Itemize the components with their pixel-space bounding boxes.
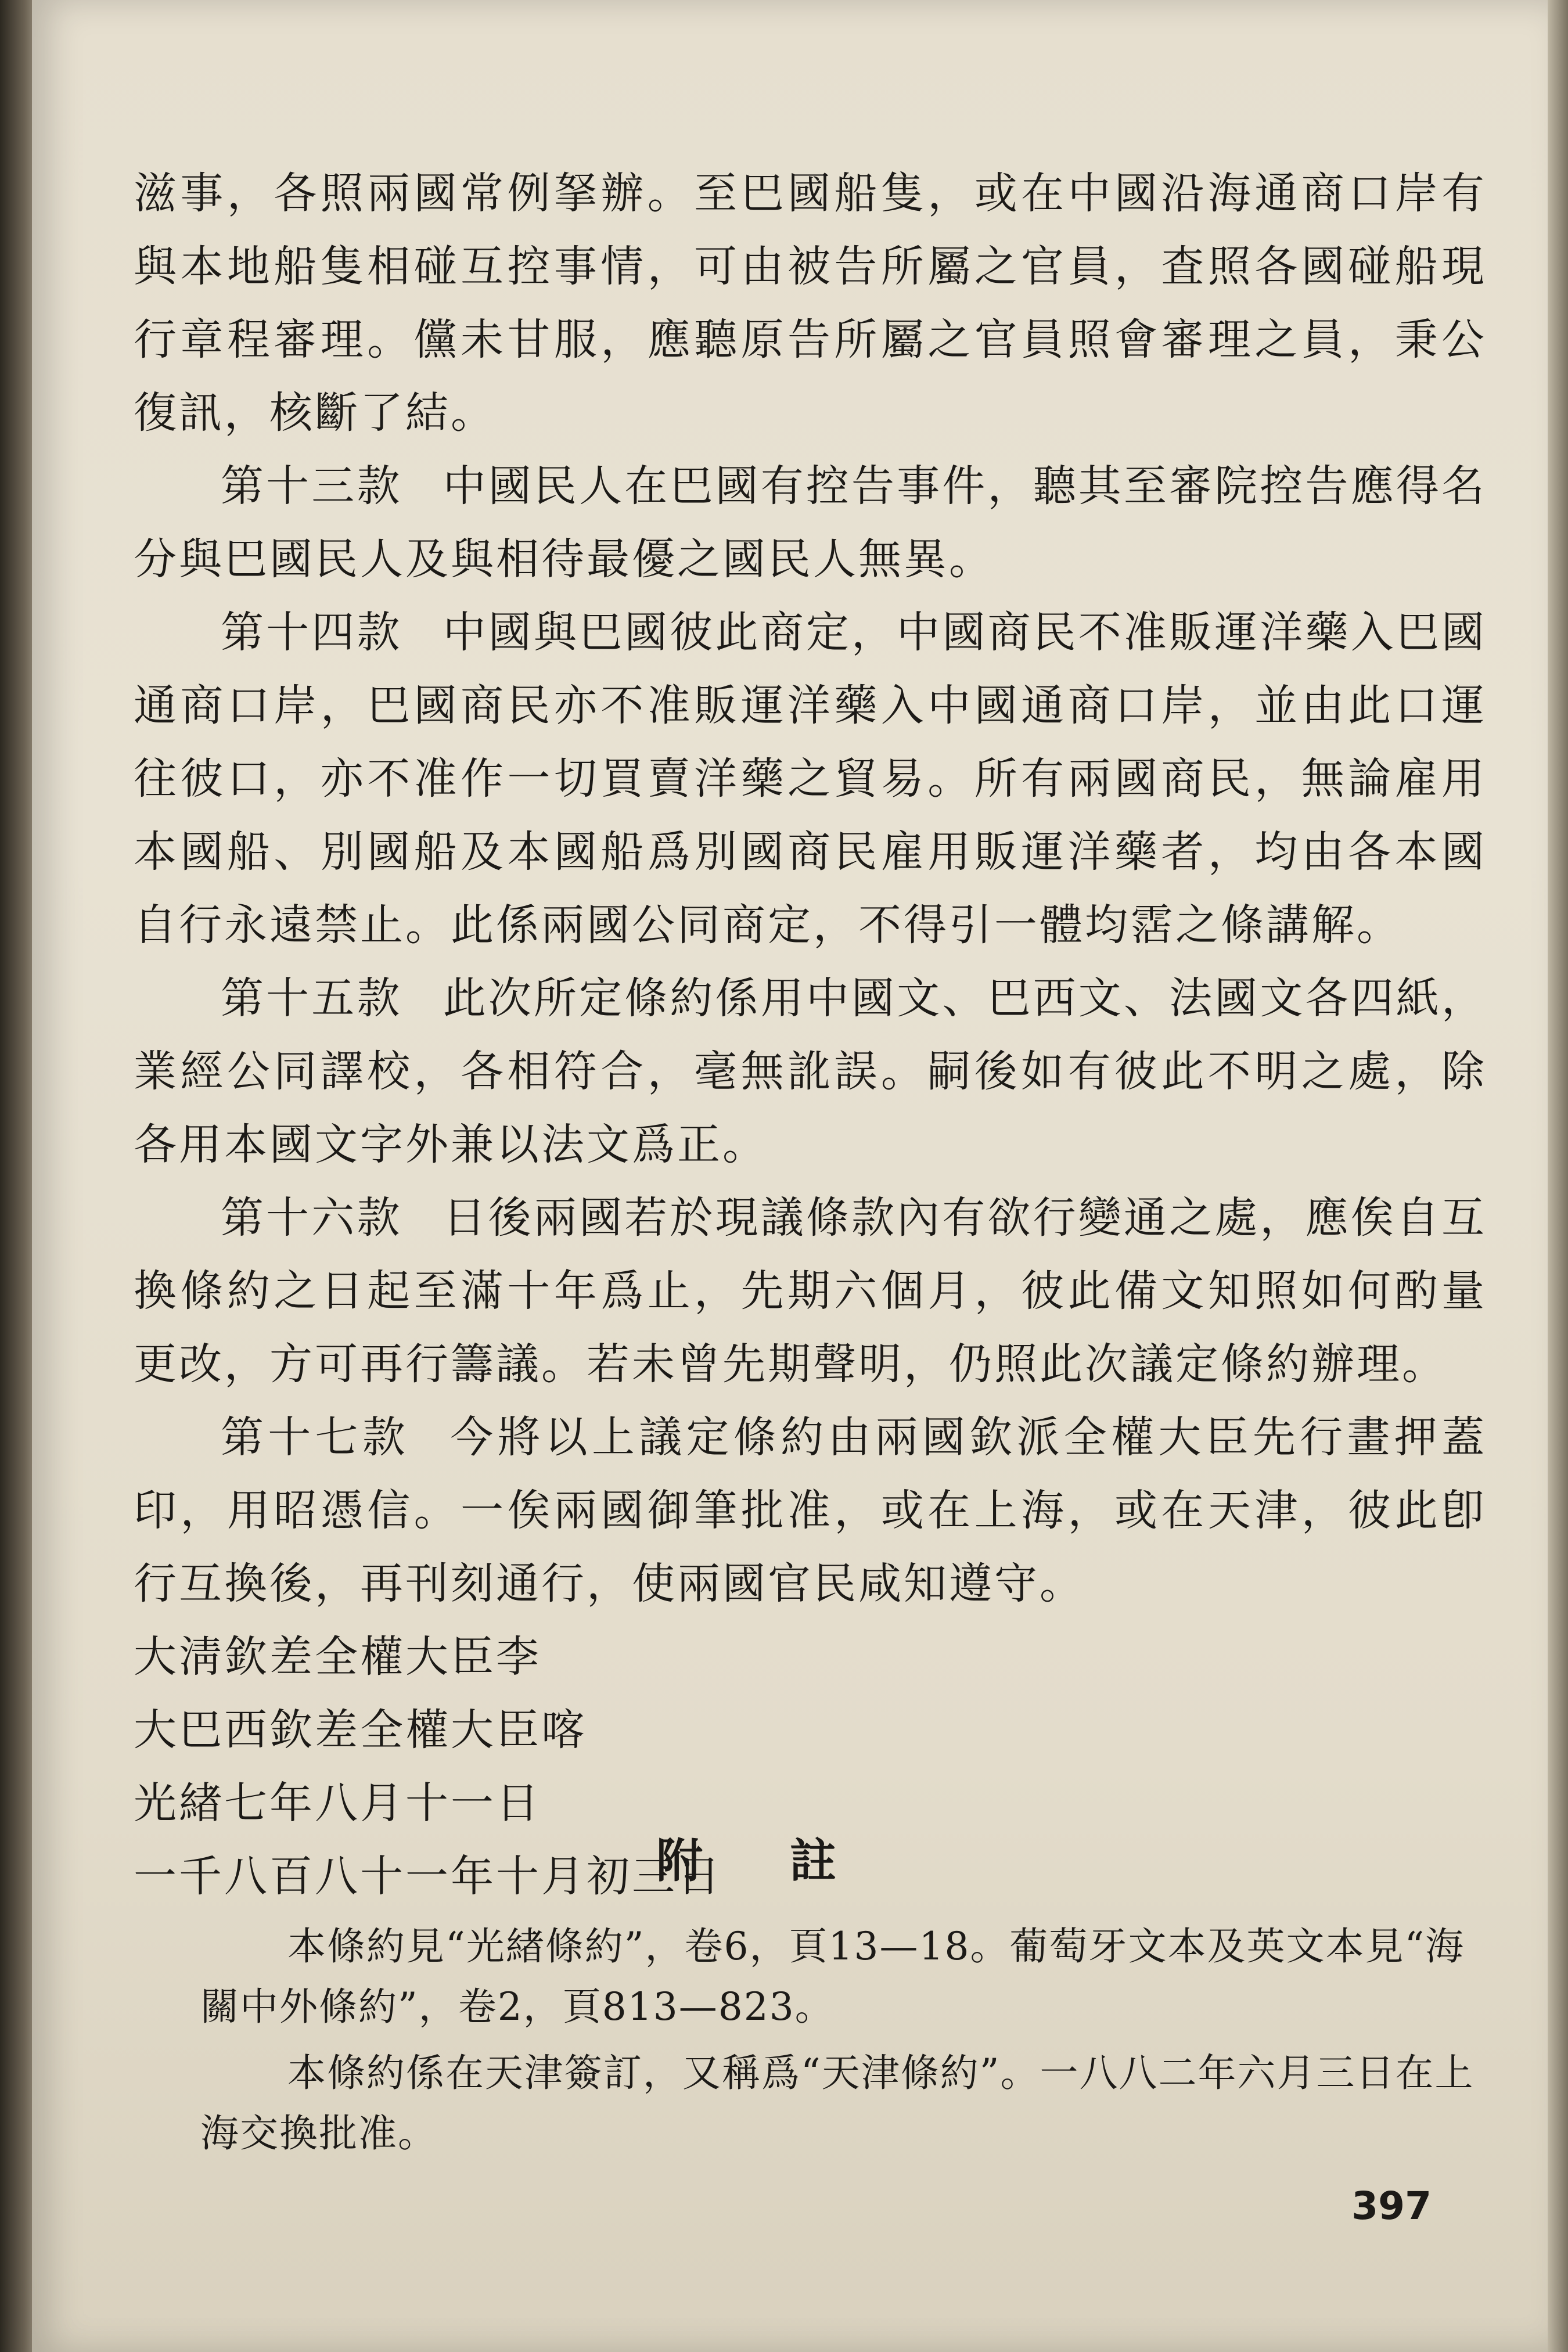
article-13 [134,449,1487,596]
article-heading: 第十三款 [221,461,402,511]
article-17 [134,1401,1487,1620]
article-heading: 第十五款 [221,973,402,1023]
article-heading: 第十四款 [221,607,402,657]
signatory-brazil: 大巴西欽差全權大臣喀 [134,1705,587,1755]
date-chinese: 光緖七年八月十一日 [134,1778,541,1828]
date-western: 一千八百八十一年十月初三日 [134,1851,722,1901]
note-item: 本條約見“光緖條約”，卷6，頁13—18。葡萄牙文本及英文本見“海關中外條約”，卷2，頁813—823。 [200,1924,1465,2029]
note-item: 本條約係在天津簽訂，又稱爲“天津條約”。一八八二年六月三日在上海交換批准。 [200,2051,1475,2156]
article-text: 日後兩國若於現議條款內有欲行變通之處，應俟自互換條約之日起至滿十年爲止，先期六個月，彼此備文知照如何酌量更改，方可再行籌議。若未曾先期聲明，仍照此次議定條約辦理。 [134,1193,1487,1389]
signatory-qing: 大淸欽差全權大臣李 [134,1632,541,1682]
notes-heading: 附註 [656,1833,923,1888]
treaty-body [134,157,1487,1913]
article-text: 中國民人在巴國有控告事件，聽其至審院控告應得名分與巴國民人及與相待最優之國民人無異。 [134,461,1487,584]
article-text: 此次所定條約係用中國文、巴西文、法國文各四紙，業經公同譯校，各相符合，毫無訛誤。嗣後如有彼此不明之處，除各用本國文字外兼以法文爲正。 [134,973,1487,1170]
notes-section [200,1916,1501,2170]
continuation-paragraph: 滋事，各照兩國常例拏辦。至巴國船隻，或在中國沿海通商口岸有與本地船隻相碰互控事情，可由被告所屬之官員，査照各國碰船現行章程審理。儻未甘服，應聽原告所屬之官員照會審理之員，秉公復訊，核斷了結。 [134,168,1487,438]
book-page [32,0,1548,2352]
article-14 [134,596,1487,962]
article-text: 今將以上議定條約由兩國欽派全權大臣先行畫押蓋印，用昭憑信。一俟兩國御筆批准，或在上海，或在天津，彼此卽行互換後，再刊刻通行，使兩國官民咸知遵守。 [134,1412,1487,1609]
article-15 [134,962,1487,1181]
book-fore-edge [1545,0,1568,2352]
page-number: 397 [1351,2184,1432,2228]
article-text: 中國與巴國彼此商定，中國商民不准販運洋藥入巴國通商口岸，巴國商民亦不准販運洋藥入中國通商口岸，並由此口運往彼口，亦不准作一切買賣洋藥之貿易。所有兩國商民，無論雇用本國船、別國船及本國船爲別國商民雇用販運洋藥者，均由各本國自行永遠禁止。此係兩國公同商定，不得引一體均霑之條講解。 [134,607,1487,950]
article-16 [134,1181,1487,1401]
article-heading: 第十七款 [221,1412,410,1462]
article-heading: 第十六款 [221,1193,402,1243]
